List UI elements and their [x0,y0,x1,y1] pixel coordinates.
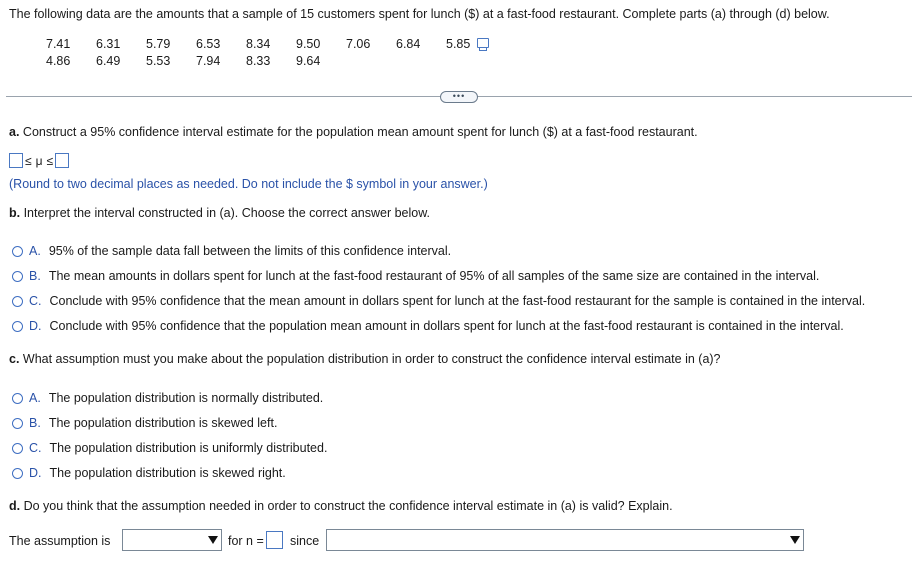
part-a-label: a. [9,125,20,139]
radio-button[interactable] [12,393,23,404]
part-d-label: d. [9,499,21,513]
part-a-question [9,125,698,139]
part-c-text: What assumption must you make about the population distribution in order to construct the confidence interval estimate in (a)? [19,352,721,366]
part-b-label: b. [9,206,21,220]
option-text: Conclude with 95% confidence that the mean amount in dollars spent for lunch at the fast-food restaurant for the sample is contained in the interval. [49,294,866,308]
data-value: 7.94 [196,53,221,68]
interval-answer-row [9,153,69,168]
option-text: The population distribution is skewed right. [49,466,286,480]
data-value: 6.31 [96,36,121,51]
for-n-label: for n = [228,534,264,548]
data-table [46,35,489,69]
data-value: 4.86 [46,53,71,68]
data-row-2 [46,52,489,69]
assumption-dropdown[interactable] [122,529,222,551]
option-letter: A. [29,391,41,405]
data-value: 7.41 [46,36,71,51]
option-letter: D. [29,466,42,480]
option-letter: A. [29,244,41,258]
part-b-option-a[interactable] [12,244,451,258]
option-text: The population distribution is normally distributed. [48,391,324,405]
data-value: 6.84 [396,36,421,51]
assumption-label: The assumption is [9,534,111,548]
part-b-option-c[interactable] [12,294,865,308]
radio-button[interactable] [12,321,23,332]
option-text: Conclude with 95% confidence that the population mean amount in dollars spent for lunch at the fast-food restaurant is contained in the interval. [49,319,844,333]
data-value: 7.06 [346,36,371,51]
data-value: 8.33 [246,53,271,68]
radio-button[interactable] [12,418,23,429]
dropdown-arrow-icon[interactable] [789,533,801,547]
part-d-question [9,499,673,513]
data-value: 9.64 [296,53,321,68]
problem-intro: The following data are the amounts that a sample of 15 customers spent for lunch ($) at a fast-food restaurant. Complete parts (a) through (d) below. [9,7,830,21]
radio-button[interactable] [12,468,23,479]
part-c-option-a[interactable] [12,391,323,405]
part-c-label: c. [9,352,20,366]
radio-button[interactable] [12,443,23,454]
data-value: 6.49 [96,53,121,68]
radio-button[interactable] [12,271,23,282]
le-symbol: ≤ [25,153,32,168]
mu-symbol: μ [35,153,43,168]
dropdown-arrow-icon[interactable] [207,533,219,547]
option-text: The population distribution is skewed left. [48,416,278,430]
option-letter: B. [29,269,41,283]
sample-size-input[interactable] [266,531,283,549]
option-letter: B. [29,416,41,430]
option-letter: C. [29,294,42,308]
option-letter: D. [29,319,42,333]
part-b-question [9,206,430,220]
data-row-1 [46,35,489,52]
reason-dropdown[interactable] [326,529,804,551]
part-b-option-d[interactable] [12,319,844,333]
upper-bound-input[interactable] [55,153,69,168]
le-symbol: ≤ [46,153,54,168]
part-a-text: Construct a 95% confidence interval estimate for the population mean amount spent for lunch ($) at a fast-food restaurant. [19,125,698,139]
more-button[interactable]: ••• [440,91,478,103]
lower-bound-input[interactable] [9,153,23,168]
data-value: 6.53 [196,36,221,51]
part-b-text: Interpret the interval constructed in (a). Choose the correct answer below. [20,206,431,220]
data-value: 9.50 [296,36,321,51]
data-value: 5.53 [146,53,171,68]
part-b-option-b[interactable] [12,269,819,283]
part-c-option-b[interactable] [12,416,277,430]
part-c-option-c[interactable] [12,441,327,455]
data-value: 8.34 [246,36,271,51]
since-label: since [290,534,320,548]
option-text: The population distribution is uniformly distributed. [49,441,328,455]
option-text: 95% of the sample data fall between the limits of this confidence interval. [48,244,452,258]
data-value: 5.85 [446,36,471,51]
data-value: 5.79 [146,36,171,51]
copy-data-icon[interactable] [477,38,489,48]
part-c-question [9,352,721,366]
part-d-text: Do you think that the assumption needed in order to construct the confidence interval estimate in (a) is valid? Explain. [20,499,673,513]
radio-button[interactable] [12,246,23,257]
radio-button[interactable] [12,296,23,307]
part-c-option-d[interactable] [12,466,286,480]
option-text: The mean amounts in dollars spent for lunch at the fast-food restaurant of 95% of all samples of the same size are contained in the interval. [48,269,820,283]
rounding-hint: (Round to two decimal places as needed. Do not include the $ symbol in your answer.) [9,177,488,191]
option-letter: C. [29,441,42,455]
